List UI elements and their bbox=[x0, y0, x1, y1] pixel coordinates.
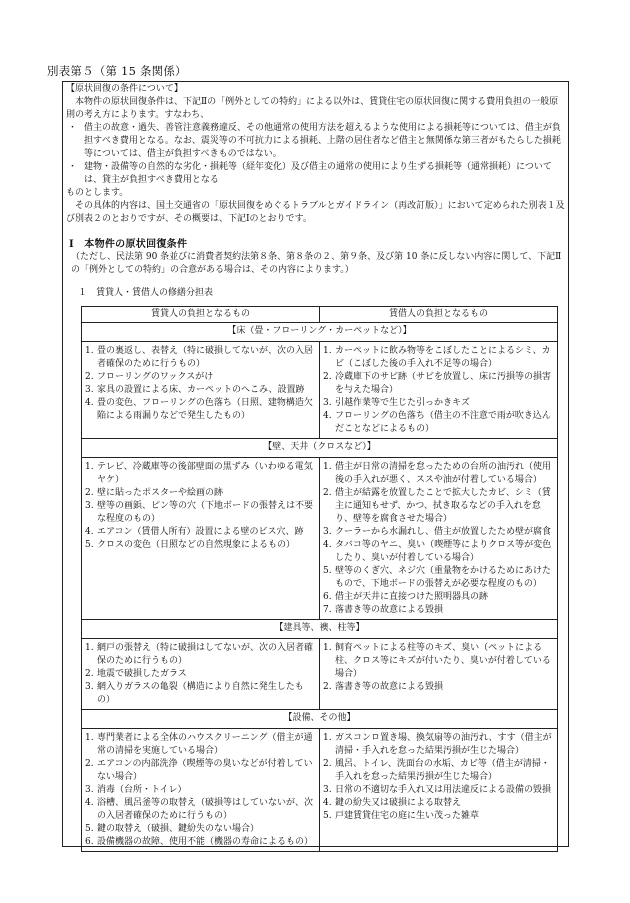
list-item bbox=[323, 461, 554, 487]
list-item bbox=[323, 797, 554, 810]
item-text: 家具の設置による床、カーペットのへこみ、設置跡 bbox=[97, 385, 305, 395]
list-item bbox=[85, 500, 316, 526]
tenant-items-cell bbox=[320, 639, 558, 710]
item-number: 4. bbox=[323, 798, 332, 808]
list-item bbox=[85, 681, 316, 707]
item-text: エアコンの内部洗浄（喫煙等の臭いなどが付着していない場合） bbox=[97, 759, 313, 782]
item-text: 借主が天井に直接つけた照明器具の跡 bbox=[335, 592, 489, 602]
item-number: 4. bbox=[85, 527, 94, 537]
item-text: クーラーから水漏れし、借主が放置したため壁が腐食 bbox=[335, 527, 552, 537]
item-number: 3. bbox=[323, 398, 332, 408]
list-item bbox=[323, 397, 554, 410]
item-number: 3. bbox=[85, 501, 94, 511]
conditions-bullet bbox=[66, 161, 565, 187]
item-text: 壁に貼ったポスターや絵画の跡 bbox=[97, 488, 224, 498]
list-item bbox=[323, 526, 554, 539]
item-number: 2. bbox=[323, 488, 332, 498]
item-number: 1. bbox=[85, 346, 94, 356]
item-text: 畳の裏返し、表替え（特に破損してないが、次の入居者確保のために行うもの） bbox=[97, 346, 314, 369]
item-number: 2. bbox=[85, 759, 94, 769]
items-row bbox=[82, 458, 558, 620]
item-number: 3. bbox=[85, 785, 94, 795]
page-title: 別表第５（第 15 条関係） bbox=[47, 64, 187, 78]
category-row bbox=[82, 620, 558, 639]
header-landlord: 賃貸人の負担となるもの bbox=[82, 307, 320, 323]
landlord-items-cell bbox=[82, 729, 320, 852]
list-item bbox=[323, 604, 554, 617]
item-number: 5. bbox=[323, 566, 332, 576]
item-number: 3. bbox=[85, 682, 94, 692]
tenant-items-cell bbox=[320, 458, 558, 620]
item-number: 6. bbox=[85, 837, 94, 847]
list-item bbox=[323, 810, 554, 823]
item-text: 浴槽、風呂釜等の取替え（破損等はしていないが、次の入居者確保のために行うもの） bbox=[97, 798, 314, 821]
section-heading: Ⅰ 本物件の原状回復条件 bbox=[69, 239, 188, 250]
list-item bbox=[323, 410, 554, 436]
list-item bbox=[323, 371, 554, 397]
item-number: 2. bbox=[323, 372, 332, 382]
item-number: 5. bbox=[85, 540, 94, 550]
list-item bbox=[85, 642, 316, 668]
item-text: 鍵の取替え（破損、鍵紛失のない場合） bbox=[97, 824, 260, 834]
category-row bbox=[82, 323, 558, 342]
items-row bbox=[82, 639, 558, 710]
item-text: 戸建賃貸住宅の庭に生い茂った雑草 bbox=[335, 811, 480, 821]
category-row bbox=[82, 439, 558, 458]
list-item bbox=[323, 758, 554, 784]
items-row bbox=[82, 342, 558, 439]
list-item bbox=[85, 487, 316, 500]
list-item bbox=[85, 823, 316, 836]
list-item bbox=[323, 487, 554, 526]
item-text: 借主が日常の清掃を怠ったための台所の油汚れ（使用後の手入れが悪く、ススや油が付着している場合） bbox=[335, 462, 552, 485]
category-label: 【床（畳・フローリング・カーペットなど）】 bbox=[82, 323, 558, 342]
list-item bbox=[323, 784, 554, 797]
item-number: 7. bbox=[323, 605, 332, 615]
list-item bbox=[85, 371, 316, 384]
conditions-note: その具体的内容は、国土交通省の「原状回復をめぐるトラブルとガイドライン（再改訂版）」において定められた別表１及び別表２のとおりですが、その概要は、下記Ⅰのとおりです。 bbox=[66, 201, 565, 224]
item-text: クロスの変色（日照などの自然現象によるもの） bbox=[97, 540, 296, 550]
list-item bbox=[323, 565, 554, 591]
item-number: 2. bbox=[323, 682, 332, 692]
item-text: 借主が結露を放置したことで拡大したカビ、シミ（賃主に通知もせず、かつ、拭き取るなどの手入れを怠り、壁等を腐食させた場合） bbox=[335, 488, 551, 524]
item-text: 引越作業等で生じた引っかきキズ bbox=[335, 398, 470, 408]
item-text: フローリングの色落ち（借主の不注意で雨が吹き込んだことなどによるもの） bbox=[335, 411, 551, 434]
item-number: 1. bbox=[85, 462, 94, 472]
list-item bbox=[323, 681, 554, 694]
landlord-items-cell bbox=[82, 639, 320, 710]
item-text: ガスコンロ置き場、換気扇等の油汚れ、すす（借主が清掃・手入れを怠った結果汚損が生じた場合） bbox=[335, 733, 552, 756]
item-number: 2. bbox=[323, 759, 332, 769]
list-item bbox=[85, 668, 316, 681]
item-number: 5. bbox=[85, 824, 94, 834]
conditions-intro: 本物件の原状回復条件は、下記Ⅱの「例外としての特約」による以外は、賃貸住宅の原状回復に関する費用負担の一般原則の考え方によります。すなわち、 bbox=[66, 97, 559, 120]
tenant-items-cell bbox=[320, 729, 558, 852]
item-number: 1. bbox=[323, 462, 332, 472]
item-text: 日常の不適切な手入れ又は用法違反による設備の毀損 bbox=[335, 785, 552, 795]
item-number: 4. bbox=[323, 411, 332, 421]
item-number: 1. bbox=[323, 733, 332, 743]
bullet-mark: ・ bbox=[68, 123, 78, 133]
item-text: 鍵の紛失又は破損による取替え bbox=[335, 798, 462, 808]
list-item bbox=[323, 642, 554, 681]
list-item bbox=[85, 758, 316, 784]
list-item bbox=[323, 539, 554, 565]
conditions-section bbox=[66, 83, 565, 300]
bullet-text: 借主の故意・過失、善管注意義務違反、その他通常の使用方法を超えるような使用による損耗等については、借主が負担すべき費用となる。なお、震災等の不可抗力による損耗、上階の居住者など借主と無関係な第三者がもたらした損耗等については、借主が負担すべきものではない。 bbox=[84, 123, 561, 159]
item-text: 網戸の張替え（特に破損はしてないが、次の入居者確保のために行うもの） bbox=[97, 643, 314, 666]
item-number: 2. bbox=[85, 488, 94, 498]
list-item bbox=[85, 539, 316, 552]
item-text: カーペットに飲み物等をこぼしたことによるシミ、カビ（こぼした後の手入れ不足等の場合） bbox=[335, 346, 551, 369]
item-text: フローリングのワックスがけ bbox=[97, 372, 214, 382]
item-number: 4. bbox=[85, 798, 94, 808]
header-tenant: 賃借人の負担となるもの bbox=[320, 307, 558, 323]
list-item bbox=[85, 526, 316, 539]
item-number: 6. bbox=[323, 592, 332, 602]
category-label: 【壁、天井（クロスなど）】 bbox=[82, 439, 558, 458]
list-item bbox=[323, 591, 554, 604]
item-text: 落書き等の故意による毀損 bbox=[335, 605, 444, 615]
item-text: 設備機器の故障、使用不能（機器の寿命によるもの） bbox=[97, 837, 314, 847]
tenant-items-cell bbox=[320, 342, 558, 439]
item-number: 3. bbox=[85, 385, 94, 395]
bullet-text: 建物・設備等の自然的な劣化・損耗等（経年変化）及び借主の通常の使用により生ずる損耗等（通常損耗）については、貸主が負担すべき費用となる bbox=[84, 162, 552, 185]
bullet-mark: ・ bbox=[68, 162, 78, 172]
item-number: 4. bbox=[323, 540, 332, 550]
landlord-items-cell bbox=[82, 342, 320, 439]
item-text: 飼育ペットによる柱等のキズ、臭い（ペットによる柱、クロス等にキズが付いたり、臭いが付着している場合） bbox=[335, 643, 551, 679]
items-row bbox=[82, 729, 558, 852]
landlord-items-cell bbox=[82, 458, 320, 620]
conditions-bullets bbox=[66, 122, 565, 187]
item-text: エアコン（賃借人所有）設置による壁のビス穴、跡 bbox=[97, 527, 304, 537]
item-number: 1. bbox=[323, 643, 332, 653]
item-text: 専門業者による全体のハウスクリーニング（借主が通常の清掃を実施している場合） bbox=[97, 733, 313, 756]
section-subtext: （ただし、民法第 90 条並びに消費者契約法第８条、第８条の２、第９条、及び第 10 条に反しない内容に関して、下記Ⅱの「例外としての特約」の合意がある場合は、その内容によります。） bbox=[71, 252, 562, 275]
item-text: タバコ等のヤニ、臭い（喫煙等によりクロス等が変色したり、臭いが付着している場合） bbox=[335, 540, 552, 563]
table-header-row bbox=[82, 307, 558, 323]
list-item bbox=[85, 397, 316, 423]
item-number: 2. bbox=[85, 669, 94, 679]
list-item bbox=[85, 461, 316, 487]
conditions-closing: ものとします。 bbox=[66, 188, 129, 198]
item-text: 地震で破損したガラス bbox=[97, 669, 187, 679]
conditions-bullet bbox=[66, 122, 565, 161]
item-text: 壁等のくぎ穴、ネジ穴（重量物をかけるためにあけたもので、下地ボードの張替えが必要な程度のもの） bbox=[335, 566, 552, 589]
repair-share-table bbox=[81, 306, 558, 852]
list-item bbox=[85, 384, 316, 397]
table-caption: １ 賃貸人・賃借人の修繕分担表 bbox=[78, 288, 214, 298]
list-item bbox=[85, 836, 316, 849]
item-text: 網入りガラスの亀裂（構造により自然に発生したもの） bbox=[97, 682, 304, 705]
item-text: 風呂、トイレ、洗面台の水垢、カビ等（借主が清掃・手入れを怠った結果汚損が生じた場合） bbox=[335, 759, 550, 782]
conditions-heading: 【原状回復の条件について】 bbox=[66, 84, 183, 94]
item-number: 1. bbox=[85, 733, 94, 743]
item-number: 4. bbox=[85, 398, 94, 408]
category-row bbox=[82, 710, 558, 729]
item-text: テレビ、冷蔵庫等の後部壁面の黒ずみ（いわゆる電気ヤケ） bbox=[97, 462, 313, 485]
category-label: 【建具等、襖、柱等】 bbox=[82, 620, 558, 639]
category-label: 【設備、その他】 bbox=[82, 710, 558, 729]
list-item bbox=[323, 345, 554, 371]
item-text: 落書き等の故意による毀損 bbox=[335, 682, 444, 692]
item-text: 壁等の画鋲、ピン等の穴（下地ボードの張替えは不要な程度のもの） bbox=[97, 501, 314, 524]
list-item bbox=[85, 732, 316, 758]
list-item bbox=[323, 732, 554, 758]
item-number: 5. bbox=[323, 811, 332, 821]
list-item bbox=[85, 797, 316, 823]
item-number: 3. bbox=[323, 527, 332, 537]
item-text: 畳の変色、フローリングの色落ち（日照、建物構造欠陥による雨漏りなどで発生したもの） bbox=[97, 398, 313, 421]
item-text: 冷蔵庫下のサビ跡（サビを放置し、床に汚損等の損害を与えた場合） bbox=[335, 372, 552, 395]
item-number: 2. bbox=[85, 372, 94, 382]
item-number: 3. bbox=[323, 785, 332, 795]
item-number: 1. bbox=[323, 346, 332, 356]
list-item bbox=[85, 784, 316, 797]
item-text: 消毒（台所・トイレ） bbox=[97, 785, 187, 795]
item-number: 1. bbox=[85, 643, 94, 653]
list-item bbox=[85, 345, 316, 371]
